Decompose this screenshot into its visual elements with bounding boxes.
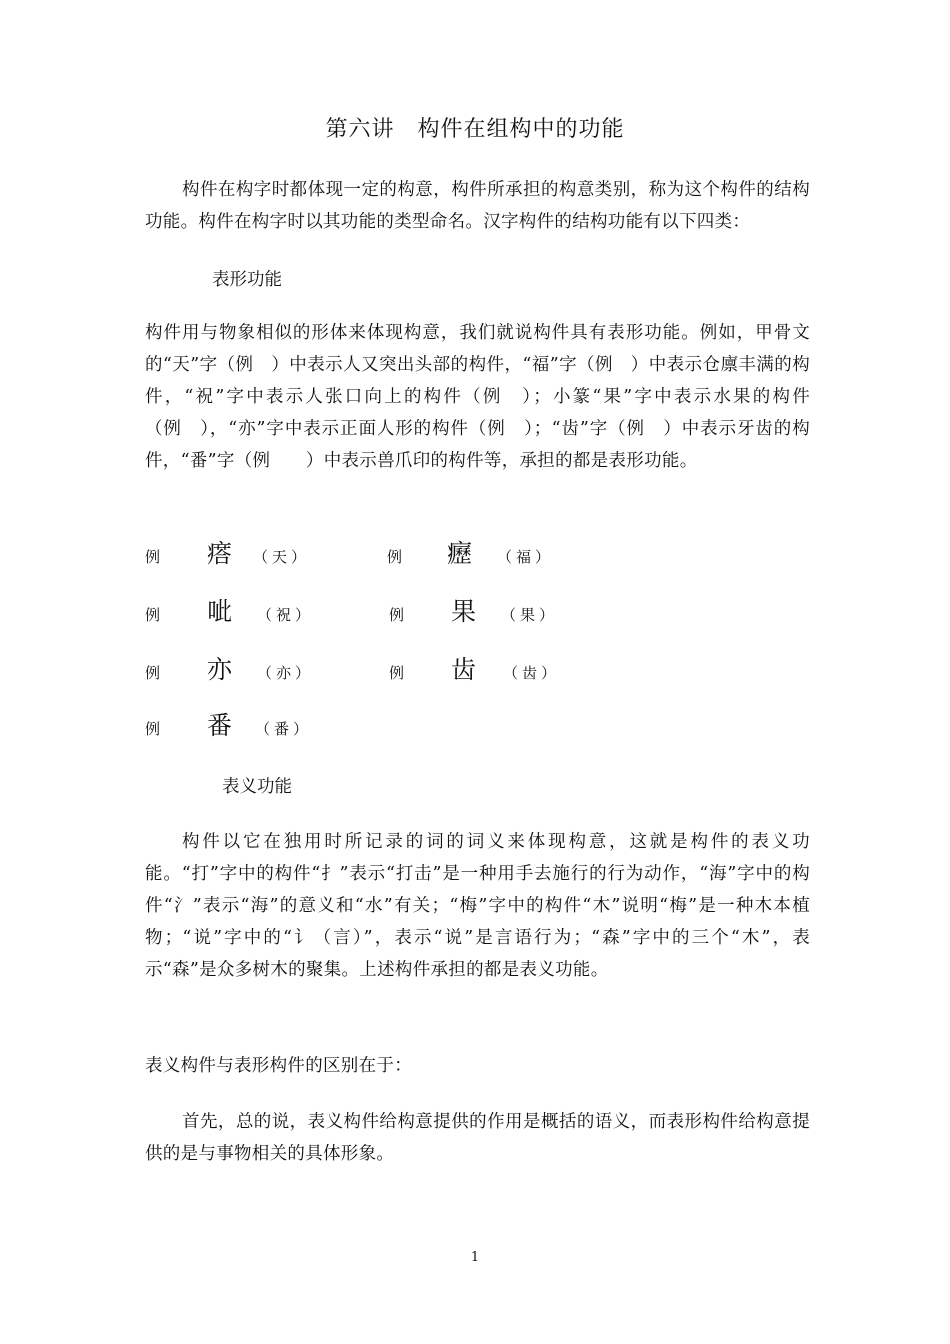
- page-number: 1: [470, 1250, 480, 1265]
- distinction-intro: 表义构件与表形构件的区别在于：: [145, 1056, 412, 1076]
- example-label: 例: [145, 606, 161, 624]
- example-glyph: 果: [451, 597, 477, 626]
- example-label: 例: [387, 548, 403, 566]
- intro-paragraph: 构件在构字时都体现一定的构意，构件所承担的构意类别，称为这个构件的结构功能。构件在构字时以其功能的类型命名。汉字构件的结构功能有以下四类：: [145, 180, 810, 232]
- example-char: （祝）: [257, 606, 315, 624]
- example-char: （亦）: [257, 664, 315, 682]
- form-function-paragraph: 构件用与物象相似的形体来体现构意，我们就说构件具有表形功能。例如，甲骨文的“天”字（例 ）中表示人又突出头部的构件，“福”字（例 ）中表示仓廪丰满的构件，“祝”字中表示人张口向上的构件（例 ）；小篆“果”字中表示水果的构件（例 ），“亦”字中表示正面人形的构件（例 ）；“齿”字（例 ）中表示牙齿的构件，“番”字（例 ）中表示兽爪印的构件等，承担的都是表形功能。: [145, 323, 810, 471]
- example-row: [145, 534, 745, 584]
- meaning-function-paragraph: 构件以它在独用时所记录的词的词义来体现构意，这就是构件的表义功能。“打”字中的构件“扌”表示“打击”是一种用手去施行的行为动作，“海”字中的构件“氵”表示“海”的意义和“水”有关；“梅”字中的构件“木”说明“梅”是一种木本植物；“说”字中的“讠（言）”，表示“说”是言语行为；“森”字中的三个“木”，表示“森”是众多树木的聚集。上述构件承担的都是表义功能。: [145, 832, 810, 980]
- example-row: [145, 592, 745, 642]
- example-glyph: 齿: [451, 655, 477, 684]
- section-heading-meaning: [182, 773, 292, 798]
- example-label: 例: [389, 664, 405, 682]
- example-label: 例: [145, 548, 161, 566]
- example-row: [145, 650, 745, 700]
- section-heading-label: 表义功能: [222, 777, 292, 797]
- example-glyph: 番: [207, 711, 233, 740]
- example-char: （番）: [255, 720, 313, 738]
- example-glyph: 呲: [207, 597, 233, 626]
- example-glyph: 瘩: [207, 539, 233, 568]
- example-label: 例: [389, 606, 405, 624]
- example-glyph: 亦: [207, 655, 233, 684]
- example-glyph: 癧: [447, 539, 473, 568]
- example-label: 例: [145, 720, 161, 738]
- example-char: （天）: [253, 548, 311, 566]
- example-row: [145, 706, 745, 756]
- example-char: （果）: [501, 606, 559, 624]
- example-char: （福）: [497, 548, 555, 566]
- page-title: 第六讲 构件在组构中的功能: [325, 117, 625, 142]
- section-heading-label: 表形功能: [212, 270, 282, 290]
- section-heading-form: [172, 266, 282, 291]
- example-char: （齿）: [503, 664, 561, 682]
- distinction-first-paragraph: 首先，总的说，表义构件给构意提供的作用是概括的语义，而表形构件给构意提供的是与事物相关的具体形象。: [145, 1112, 810, 1164]
- example-label: 例: [145, 664, 161, 682]
